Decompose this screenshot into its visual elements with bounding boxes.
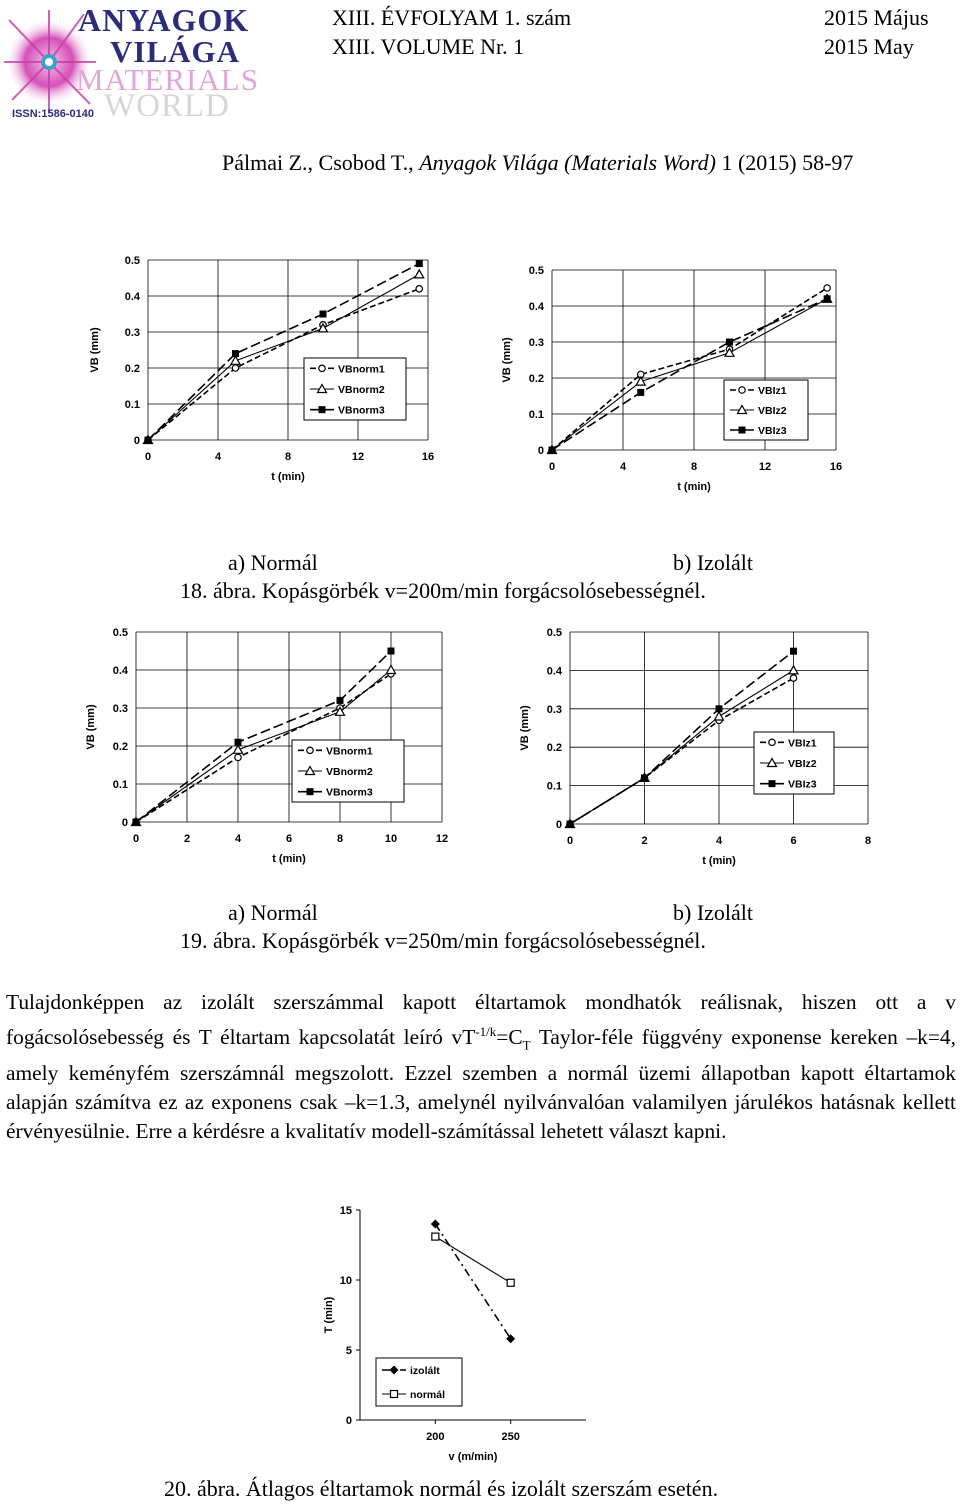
logo-text-line2: VILÁGA — [110, 34, 241, 69]
c19a-xtick-label-4: 8 — [336, 833, 344, 845]
c18b-series-vbiz3-point-1 — [637, 389, 644, 396]
logo-text-line3: MATERIALS — [76, 62, 259, 97]
c20-legend-marker-1 — [391, 1391, 398, 1398]
c19b-legend-marker-2 — [769, 780, 776, 787]
logo-issn: ISSN:1586-0140 — [12, 108, 94, 120]
c19a-xlabel: t (min) — [272, 853, 306, 865]
c20-ytick-label-1: 5 — [345, 1345, 352, 1357]
fig18-caption: 18. ábra. Kopásgörbék v=200m/min forgácsolósebességnél. — [180, 578, 706, 603]
c18a-legend-marker-2 — [319, 406, 326, 413]
chart-fig19-normal — [80, 620, 450, 875]
paragraph-part3: Taylor-féle függvény exponense kereken –k=4, amely keményfém szerszámnál megszolott. Ezzel szemben a normál üzemi állapotban kapott éltartamok alapján számítva ez az exponens csak –k=1.3, amelynél nyilvánvalóan valamilyen járulékos hatásnak kellett érvényesülnie. Erre a kérdésre a kvalitatív modell-számítással lehetett választ kapni. — [6, 1025, 956, 1144]
fig19-caption: 19. ábra. Kopásgörbék v=250m/min forgácsolósebességnél. — [180, 928, 706, 953]
c19a-legend-label-0: VBnorm1 — [326, 745, 373, 758]
c18b-ytick-label-1: 0.1 — [528, 409, 544, 421]
c19a-ytick-label-2: 0.2 — [112, 741, 128, 753]
logo-text-line1: ANYAGOK — [78, 2, 250, 38]
c19a-legend-marker-2 — [307, 788, 314, 795]
c20-legend-label-0: izolált — [410, 1365, 440, 1377]
c19b-series-vbiz3-point-1 — [641, 774, 648, 781]
c18b-xtick-label-4: 16 — [829, 461, 843, 473]
citation-journal: Anyagok Világa (Materials Word) — [419, 150, 716, 175]
c20-series-izol-lt-line — [435, 1224, 510, 1339]
c19b-xtick-label-4: 8 — [864, 835, 872, 847]
c20-ylabel: T (min) — [323, 1296, 335, 1334]
c19b-series-vbiz3-point-3 — [790, 648, 797, 655]
c20-series-izol-lt-point-1 — [506, 1334, 515, 1343]
c20-xtick-label-1: 250 — [501, 1431, 520, 1443]
c19a-ytick-label-1: 0.1 — [112, 779, 128, 791]
c19a-series-vbnorm2-point-1 — [234, 745, 243, 753]
c20-ytick-label-2: 10 — [339, 1275, 352, 1287]
c19b-ytick-label-5: 0.5 — [546, 627, 562, 639]
c19b-xtick-label-3: 6 — [790, 835, 797, 847]
c20-series-norm-l-line — [435, 1237, 510, 1283]
c18a-xtick-label-0: 0 — [144, 451, 152, 463]
c18a-series-vbnorm3-point-2 — [320, 311, 327, 318]
paragraph-exponent: -1/k — [475, 1024, 497, 1039]
c18a-ytick-label-5: 0.5 — [124, 255, 140, 267]
c19b-xtick-label-0: 0 — [566, 835, 574, 847]
c18a-legend-label-2: VBnorm3 — [338, 404, 385, 417]
c18a-xtick-label-3: 12 — [351, 451, 365, 463]
c18b-xtick-label-0: 0 — [548, 461, 556, 473]
c18a-ytick-label-0: 0 — [133, 435, 140, 447]
c18a-series-vbnorm3-point-1 — [232, 350, 239, 357]
c19a-xtick-label-0: 0 — [132, 833, 140, 845]
c18a-series-vbnorm2-point-3 — [415, 270, 424, 278]
c18a-xtick-label-2: 8 — [284, 451, 292, 463]
c19a-series-vbnorm1-point-1 — [235, 754, 241, 760]
c18b-ytick-label-3: 0.3 — [528, 337, 544, 349]
c20-legend-label-1: normál — [410, 1389, 446, 1401]
citation-authors: Pálmai Z., Csobod T., — [222, 150, 414, 175]
citation-line — [222, 150, 853, 176]
c19a-series-vbnorm3-point-0 — [133, 819, 140, 826]
c18a-series-vbnorm1-point-1 — [232, 365, 238, 371]
c18b-legend-label-1: VBIz2 — [758, 405, 787, 417]
c19a-ytick-label-0: 0 — [121, 817, 128, 829]
c19b-xlabel: t (min) — [702, 855, 736, 867]
paragraph-subscript: T — [522, 1037, 531, 1053]
logo-text-line4: WORLD — [104, 88, 230, 124]
fig18-label-a: a) Normál — [228, 550, 318, 575]
journal-logo — [4, 0, 259, 124]
c19b-legend-label-1: VBIz2 — [788, 758, 817, 770]
header-date-hu: 2015 Május — [824, 5, 929, 30]
c19a-legend-label-1: VBnorm2 — [326, 766, 373, 778]
c18a-ylabel: VB (mm) — [89, 327, 101, 373]
c18b-ylabel: VB (mm) — [501, 337, 513, 383]
c18a-xlabel: t (min) — [271, 471, 305, 483]
c19b-series-vbiz2-point-3 — [789, 666, 798, 674]
c18b-ytick-label-0: 0 — [537, 445, 544, 457]
header-date-en: 2015 May — [824, 34, 914, 59]
c18b-legend-marker-0 — [739, 387, 745, 393]
c18a-ytick-label-2: 0.2 — [124, 363, 140, 375]
c18a-xtick-label-4: 16 — [421, 451, 435, 463]
chart-fig18-normal — [84, 250, 454, 500]
c18b-series-vbiz3-point-3 — [824, 295, 831, 302]
c18a-legend-marker-0 — [319, 365, 325, 371]
c18b-xlabel: t (min) — [677, 481, 711, 493]
c19b-series-vbiz1-point-3 — [790, 675, 796, 681]
c19a-xtick-label-2: 4 — [234, 833, 242, 845]
paragraph-part1: Tulajdonképpen az izolált szerszámmal kapott éltartamok mondhatók reálisnak, hiszen ott a v fogácsolósebesség és T éltartam kapcsolatát leíró vT — [6, 990, 956, 1050]
c20-ytick-label-3: 15 — [339, 1205, 352, 1217]
fig18-label-b: b) Izolált — [673, 550, 754, 575]
c19b-ytick-label-0: 0 — [555, 819, 562, 831]
fig19-label-a: a) Normál — [228, 900, 318, 925]
c20-series-norm-l-point-0 — [432, 1233, 439, 1240]
c19b-series-vbiz3-point-2 — [716, 705, 723, 712]
c19b-xtick-label-1: 2 — [641, 835, 648, 847]
c18a-ytick-label-4: 0.4 — [124, 291, 140, 303]
c18b-series-vbiz3-point-0 — [549, 447, 556, 454]
c18b-series-vbiz1-point-3 — [824, 285, 830, 291]
c19a-ylabel: VB (mm) — [85, 704, 97, 750]
c18b-series-vbiz3-point-2 — [726, 339, 733, 346]
c20-xlabel: v (m/min) — [448, 1451, 498, 1463]
c19b-legend-label-2: VBIz3 — [788, 778, 817, 791]
c18b-xtick-label-3: 12 — [758, 461, 772, 473]
c18a-series-vbnorm3-point-0 — [145, 437, 152, 444]
c18a-series-vbnorm1-point-3 — [416, 286, 422, 292]
c18b-legend-label-0: VBIz1 — [758, 385, 787, 397]
c18a-xtick-label-1: 4 — [214, 451, 222, 463]
c18b-xtick-label-1: 4 — [619, 461, 627, 473]
c19a-ytick-label-3: 0.3 — [112, 703, 128, 715]
c19b-series-vbiz3-point-0 — [567, 821, 574, 828]
fig19-label-b: b) Izolált — [673, 900, 754, 925]
c19a-series-vbnorm3-point-2 — [337, 697, 344, 704]
body-paragraph — [6, 988, 956, 1146]
c18a-legend-label-0: VBnorm1 — [338, 363, 385, 376]
c18b-legend-marker-2 — [739, 427, 746, 434]
c19a-xtick-label-1: 2 — [183, 833, 191, 845]
header-volume-en: XIII. VOLUME Nr. 1 — [332, 34, 525, 59]
c19a-legend-marker-0 — [307, 747, 313, 753]
c19b-legend-label-0: VBIz1 — [788, 737, 817, 750]
c19b-series-vbiz2-point-2 — [715, 712, 724, 720]
c19a-series-vbnorm3-point-3 — [388, 648, 395, 655]
c18b-legend-label-2: VBIz3 — [758, 425, 787, 437]
c19b-legend-marker-0 — [769, 739, 775, 745]
fig20-caption: 20. ábra. Átlagos éltartamok normál és izolált szerszám esetén. — [164, 1476, 719, 1501]
c20-ytick-label-0: 0 — [345, 1415, 352, 1427]
c19b-ytick-label-1: 0.1 — [546, 780, 562, 793]
c19a-series-vbnorm2-point-3 — [387, 666, 396, 674]
c18b-ytick-label-4: 0.4 — [528, 301, 544, 313]
c18b-xtick-label-2: 8 — [690, 461, 698, 473]
c18b-ytick-label-2: 0.2 — [528, 373, 544, 385]
citation-ref: 1 (2015) 58-97 — [721, 150, 854, 175]
c18a-series-vbnorm3-point-3 — [416, 260, 423, 267]
c19b-ytick-label-4: 0.4 — [546, 665, 562, 678]
c20-series-norm-l-point-1 — [507, 1279, 514, 1286]
chart-fig18-isolated — [496, 258, 866, 508]
c20-xtick-label-0: 200 — [426, 1431, 445, 1443]
c19a-legend-label-2: VBnorm3 — [326, 786, 373, 799]
c19a-ytick-label-5: 0.5 — [112, 627, 128, 639]
c19a-series-vbnorm3-point-1 — [235, 739, 242, 746]
header-volume-hu: XIII. ÉVFOLYAM 1. szám — [332, 5, 572, 30]
c19b-ytick-label-3: 0.3 — [546, 703, 562, 716]
c19b-xtick-label-2: 4 — [715, 835, 723, 847]
c18b-ytick-label-5: 0.5 — [528, 265, 544, 277]
chart-fig19-isolated — [514, 620, 884, 875]
paragraph-part2: =C — [496, 1025, 523, 1050]
c18a-ytick-label-1: 0.1 — [124, 399, 140, 411]
c19a-xtick-label-3: 6 — [285, 833, 293, 845]
c19b-ytick-label-2: 0.2 — [546, 742, 562, 755]
c18a-ytick-label-3: 0.3 — [124, 327, 140, 339]
c19a-ytick-label-4: 0.4 — [112, 665, 128, 677]
c19a-xtick-label-5: 10 — [384, 833, 398, 845]
c20-series-izol-lt-point-0 — [431, 1220, 440, 1229]
c18a-legend-label-1: VBnorm2 — [338, 384, 385, 396]
chart-fig20-tool-life — [318, 1198, 638, 1476]
c19b-ylabel: VB (mm) — [519, 705, 531, 751]
c19a-xtick-label-6: 12 — [435, 833, 449, 845]
